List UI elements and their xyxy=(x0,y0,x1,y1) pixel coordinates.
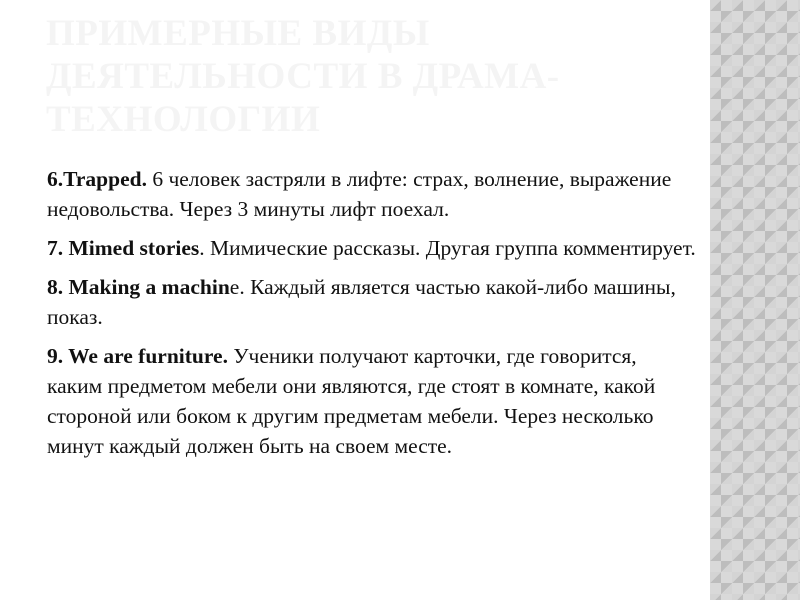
activity-item-9-text: Ученики получают карточки, где говорится, каким предметом мебели они являются, где стоят в комнате, какой стороной или боком к другим предметам мебели. Через несколько минут каждый должен быть на своем месте. xyxy=(47,344,656,458)
activity-item-8-name-tail: е xyxy=(229,275,240,299)
activity-item-8 xyxy=(47,272,697,332)
activity-item-6-text: 6 человек застряли в лифте: страх, волнение, выражение недовольства. Через 3 минуты лифт поехал. xyxy=(47,167,672,221)
activity-item-7 xyxy=(47,233,697,263)
activity-item-7-text: . Мимические рассказы. Другая группа комментирует. xyxy=(199,236,696,260)
activity-item-8-text: . Каждый является частью какой-либо машины, показ. xyxy=(47,275,676,329)
activity-item-9-name: 9. We are furniture. xyxy=(47,344,228,368)
activity-item-7-name: 7. Mimed stories xyxy=(47,236,200,260)
slide-title: ПРИМЕРНЫЕ ВИДЫ ДЕЯТЕЛЬНОСТИ В ДРАМА-ТЕХНОЛОГИИ xyxy=(46,13,560,140)
activity-item-8-name: 8. Making a machin xyxy=(47,275,230,299)
activity-item-9 xyxy=(47,341,697,461)
slide-body xyxy=(47,164,697,470)
decorative-pattern-strip xyxy=(710,0,800,600)
activity-item-6 xyxy=(47,164,697,224)
activity-item-6-name: 6.Trapped. xyxy=(47,167,147,191)
